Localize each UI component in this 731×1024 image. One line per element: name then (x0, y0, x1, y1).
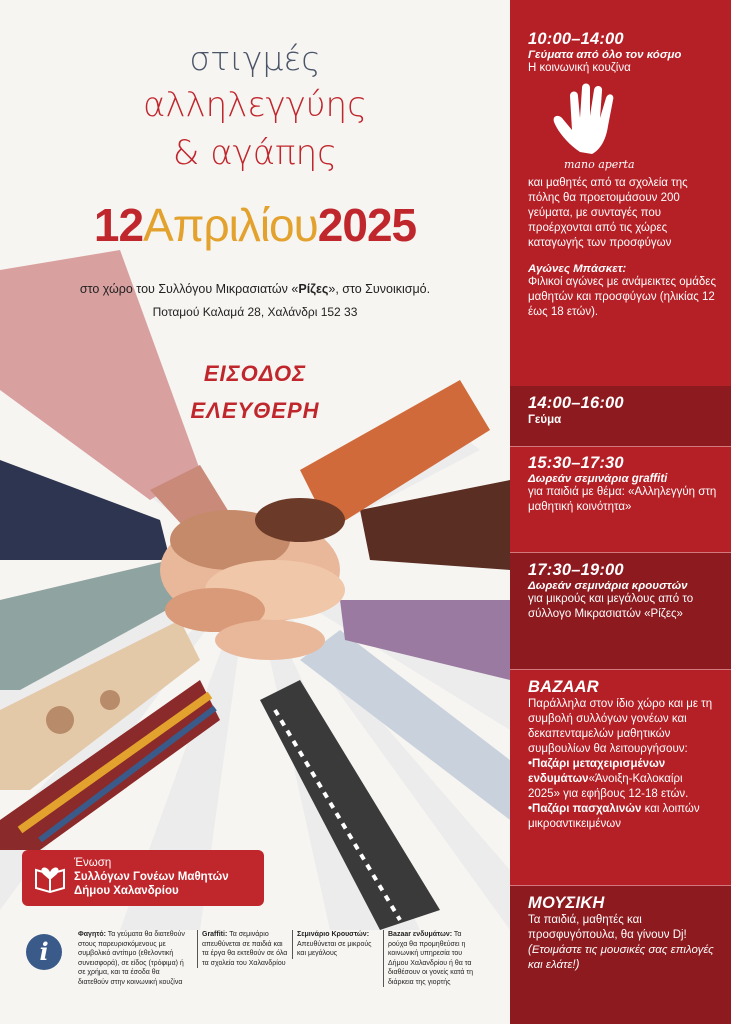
schedule-time: 17:30–19:00 (528, 561, 624, 579)
date-month: Απριλίου (143, 199, 318, 251)
schedule-item-2 (510, 386, 731, 446)
bullet-bold: •Παζάρι μεταχειρισμένων ενδυμάτων (528, 758, 666, 785)
schedule-time: 15:30–17:30 (528, 454, 624, 472)
venue-text (0, 282, 510, 296)
note-text: Τα σεμινάριο απευθύνεται σε παιδιά και τα έργα θα εκτεθούν σε όλα τα σχολεία του Χαλανδρίου (202, 931, 288, 967)
entry-line-2: ΕΛΕΥΘΕΡΗ (190, 398, 320, 423)
schedule-text: για παιδιά με θέμα: «Αλληλεγγύη στη μαθητική κοινότητα» (528, 486, 717, 513)
bazaar-bullet-1 (528, 757, 717, 802)
schedule-title: Δωρεάν σεμινάρια graffiti (528, 473, 668, 485)
schedule-time: 14:00–16:00 (528, 394, 624, 412)
schedule-item-6 (510, 886, 731, 1024)
logo-line-3: Δήμου Χαλανδρίου (74, 885, 179, 897)
schedule-sub-title: Αγώνες Μπάσκετ: (528, 263, 627, 275)
title-line-1: στιγμές (189, 39, 321, 78)
schedule-item-5 (510, 678, 731, 832)
note-bazaar (383, 930, 478, 987)
bazaar-bullet-2 (528, 802, 717, 832)
schedule-sub: Η κοινωνική κουζίνα (528, 62, 631, 74)
note-text: Τα ρούχα θα προμηθεύσει η κοινωνική υπηρεσία του Δήμου Χαλανδρίου ή θα τα διαθέσουν οι γονείς κατά τη διάρκεια της γιορτής (388, 931, 474, 986)
schedule-text-2: Φιλικοί αγώνες με ανάμεικτες ομάδες μαθητών και προσφύγων (ηλικίας 12 έως 18 ετών). (528, 276, 716, 318)
note-title: Φαγητό: (78, 931, 106, 938)
note-title: Graffiti: (202, 931, 228, 938)
note-title: Bazaar ενδυμάτων: (388, 931, 453, 938)
schedule-text: για μικρούς και μεγάλους από το σύλλογο Μικρασιατών «Ρίζες» (528, 593, 694, 620)
schedule-text: Τα παιδιά, μαθητές και προσφυγόπουλα, θα γίνουν Dj! (528, 914, 687, 941)
separator (510, 669, 731, 670)
separator (510, 446, 731, 447)
venue-pre: στο χώρο του Συλλόγου Μικρασιατών « (79, 282, 299, 296)
mano-aperta-logo (550, 82, 642, 172)
hands-illustration (0, 230, 510, 930)
schedule-text: Παράλληλα στον ίδιο χώρο και με τη συμβολή συλλόγων γονέων και δεκαπενταμελών μαθητικών συμβουλίων θα λειτουργήσουν: (528, 698, 713, 755)
note-text: Τα γεύματα θα διατεθούν στους παρευρισκόμενους με συμβολικό αντίτιμο (εθελοντική συνεισφορά), σε είδος (τρόφιμα) ή σε χρήμα, και τα έσοδα θα διατεθούν στην κοινωνική κουζίνα (78, 931, 185, 986)
date-year: 2025 (317, 199, 417, 251)
book-heart-icon (34, 862, 66, 894)
venue-address: Ποταμού Καλαμά 28, Χαλάνδρι 152 33 (152, 305, 358, 319)
logo-line-2: Συλλόγων Γονέων Μαθητών (74, 871, 229, 883)
logo-text (74, 856, 229, 898)
info-icon: i (26, 934, 62, 970)
schedule-time: BAZAAR (528, 678, 599, 696)
note-percussion (292, 930, 381, 959)
note-text: Απευθύνεται σε μικρούς και μεγάλους (297, 940, 372, 957)
schedule-text: και μαθητές από τα σχολεία της πόλης θα προετοιμάσουν 200 γεύματα, με συνταγές που προέρχονται από τις χώρες καταγωγής των προσφύγων (528, 177, 688, 249)
title-line-2: αλληλεγγύης (142, 85, 368, 125)
schedule-item-4 (510, 553, 731, 669)
schedule-text: Γεύμα (528, 414, 562, 426)
venue-post: », στο Συνοικισμό. (328, 282, 431, 296)
entry-line-1: ΕΙΣΟΔΟΣ (203, 361, 307, 386)
date-day: 12 (93, 199, 144, 251)
title-line-3: & αγάπης (172, 133, 338, 173)
bullet-bold: •Παζάρι πασχαλινών (528, 803, 642, 815)
venue-name: Ρίζες (298, 282, 329, 296)
schedule-italic: (Ετοιμάστε τις μουσικές σας επιλογές και ελάτε!) (528, 944, 714, 971)
schedule-time: ΜΟΥΣΙΚΗ (528, 894, 605, 912)
logo-line-1: Ένωση (74, 857, 112, 869)
note-graffiti (197, 930, 290, 968)
note-food (78, 930, 190, 987)
schedule-item-3 (510, 454, 731, 515)
bullet-text: και λοιπών μικροαντικειμένων (528, 803, 700, 830)
mano-aperta-text: mano aperta (564, 158, 635, 171)
schedule-title: Δωρεάν σεμινάρια κρουστών (528, 580, 688, 592)
event-date (0, 200, 510, 251)
bullet-text: «Άνοιξη-Καλοκαίρι 2025» για εφήβους 12-18 ετών. (528, 773, 689, 800)
schedule-title: Γεύματα από όλο τον κόσμο (528, 49, 682, 61)
association-logo (22, 850, 264, 906)
schedule-time: 10:00–14:00 (528, 30, 624, 48)
schedule-item-1 (510, 30, 731, 320)
note-title: Σεμινάριο Κρουστών: (297, 931, 370, 938)
schedule-panel (510, 0, 731, 1024)
